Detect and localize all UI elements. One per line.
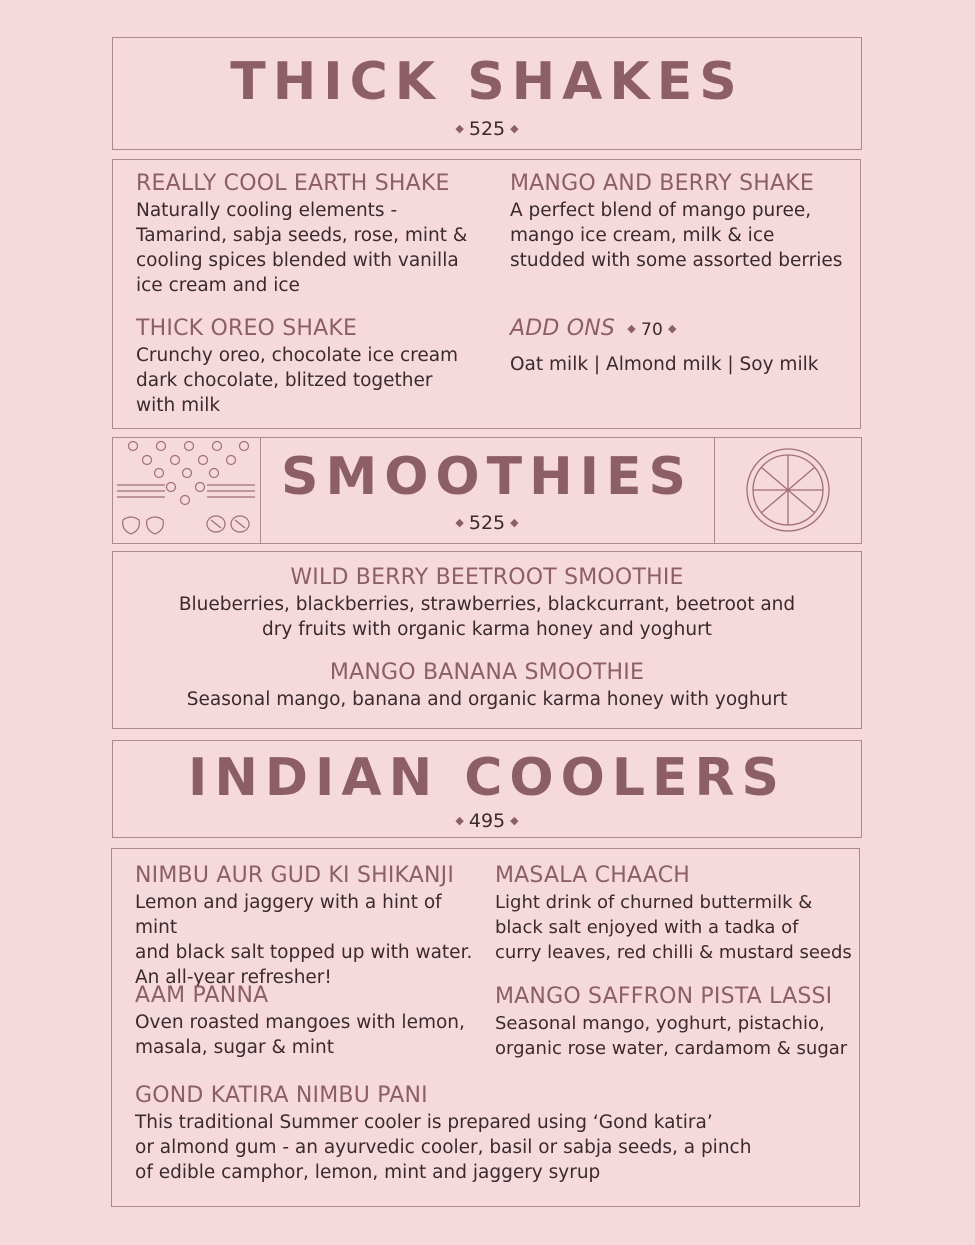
- menu-item: [495, 984, 857, 1061]
- item-description: Light drink of churned buttermilk & black salt enjoyed with a tadka of curry leaves, red chilli & mustard seeds: [495, 892, 852, 963]
- diamond-icon: ◆: [510, 516, 519, 529]
- item-name: REALLY COOL EARTH SHAKE: [136, 171, 450, 196]
- section-price: ◆ 525 ◆: [455, 512, 519, 534]
- item-description: This traditional Summer cooler is prepared using ‘Gond katira’ or almond gum - an ayurvedic cooler, basil or sabja seeds, a pinch of edible camphor, lemon, mint and jaggery syrup: [135, 1112, 752, 1183]
- menu-item: [135, 983, 485, 1060]
- menu-item: [510, 171, 855, 273]
- thick-shakes-header: [112, 37, 862, 150]
- item-description: Seasonal mango, yoghurt, pistachio, organic rose water, cardamom & sugar: [495, 1013, 848, 1059]
- item-name: NIMBU AUR GUD KI SHIKANJI: [135, 863, 455, 888]
- menu-item: [136, 171, 476, 298]
- add-ons: [510, 316, 855, 377]
- item-name: MANGO AND BERRY SHAKE: [510, 171, 814, 196]
- item-description: Seasonal mango, banana and organic karma honey with yoghurt: [186, 689, 788, 710]
- smoothies-items: [112, 551, 862, 729]
- diamond-icon: ◆: [455, 122, 464, 135]
- section-title: SMOOTHIES: [281, 447, 693, 507]
- item-name: MANGO BANANA SMOOTHIE: [329, 660, 645, 685]
- menu-item: [113, 660, 861, 712]
- menu-item: [135, 1083, 835, 1185]
- section-title: THICK SHAKES: [230, 52, 744, 112]
- menu-item: [113, 565, 861, 642]
- diamond-icon: ◆: [455, 814, 464, 827]
- diamond-icon: ◆: [510, 814, 519, 827]
- item-name: GOND KATIRA NIMBU PANI: [135, 1083, 428, 1108]
- add-ons-label: ADD ONS ◆ 70 ◆: [510, 316, 677, 341]
- menu-item: [135, 863, 485, 990]
- item-description: Crunchy oreo, chocolate ice cream dark chocolate, blitzed together with milk: [136, 345, 459, 416]
- item-name: MANGO SAFFRON PISTA LASSI: [495, 984, 833, 1009]
- item-name: THICK OREO SHAKE: [136, 316, 358, 341]
- item-description: Oven roasted mangoes with lemon, masala, sugar & mint: [135, 1012, 465, 1058]
- menu-item: [495, 863, 857, 965]
- indian-coolers-items: [111, 848, 860, 1207]
- diamond-icon: ◆: [510, 122, 519, 135]
- section-price: ◆ 525 ◆: [455, 118, 519, 140]
- item-description: Lemon and jaggery with a hint of mint and black salt topped up with water. An all-year refresher!: [135, 892, 473, 988]
- diamond-icon: ◆: [627, 322, 636, 335]
- section-title: INDIAN COOLERS: [188, 748, 786, 808]
- item-name: WILD BERRY BEETROOT SMOOTHIE: [290, 565, 684, 590]
- add-ons-options: Oat milk | Almond milk | Soy milk: [510, 354, 819, 375]
- smoothies-header: [112, 437, 862, 544]
- diamond-icon: ◆: [667, 322, 677, 335]
- item-name: AAM PANNA: [135, 983, 269, 1008]
- item-name: MASALA CHAACH: [495, 863, 690, 888]
- thick-shakes-items: [112, 159, 861, 429]
- section-price: ◆ 495 ◆: [455, 810, 519, 832]
- indian-coolers-header: [112, 740, 862, 838]
- item-description: Blueberries, blackberries, strawberries, blackcurrant, beetroot and dry fruits with organic karma honey and yoghurt: [178, 594, 796, 640]
- item-description: A perfect blend of mango puree, mango ice cream, milk & ice studded with some assorted berries: [510, 200, 843, 271]
- menu-item: [136, 316, 481, 418]
- item-description: Naturally cooling elements - Tamarind, sabja seeds, rose, mint & cooling spices blended with vanilla ice cream and ice: [136, 200, 468, 296]
- diamond-icon: ◆: [455, 516, 464, 529]
